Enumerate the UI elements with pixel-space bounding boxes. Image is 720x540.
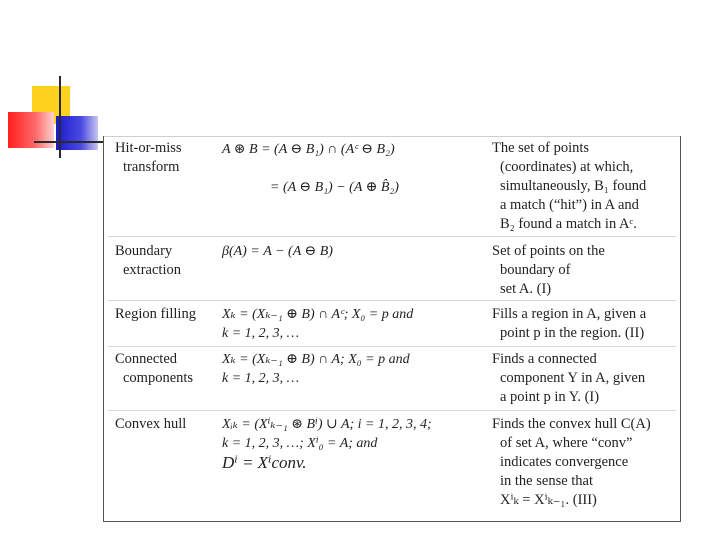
equation-line: Xₖ = (Xₖ₋₁ ⊕ B) ∩ Aᶜ; X₀ = p and bbox=[222, 307, 414, 322]
description-line: Fills a region in A, given a bbox=[492, 306, 647, 322]
equation-line: k = 1, 2, 3, … bbox=[222, 326, 300, 341]
operation-label: components bbox=[123, 370, 194, 386]
operation-connected-components bbox=[115, 350, 193, 388]
description-boundary-extraction bbox=[492, 242, 605, 299]
description-line: indicates convergence bbox=[500, 454, 629, 470]
description-line: simultaneously, B₁ found bbox=[500, 178, 647, 194]
description-line: Xⁱₖ = Xⁱₖ₋₁. (III) bbox=[500, 492, 597, 508]
row-divider bbox=[108, 410, 676, 411]
description-line: boundary of bbox=[500, 262, 571, 278]
equation-line: k = 1, 2, 3, … bbox=[222, 371, 300, 386]
description-convex-hull bbox=[492, 415, 651, 510]
description-line: (coordinates) at which, bbox=[500, 159, 634, 175]
description-line: Finds a connected bbox=[492, 351, 597, 367]
equation-line: Dⁱ = Xⁱconv. bbox=[222, 453, 307, 472]
horizontal-line-decoration bbox=[34, 141, 104, 143]
equation-convex-hull bbox=[222, 415, 432, 472]
description-hit-or-miss bbox=[492, 139, 646, 234]
description-line: The set of points bbox=[492, 140, 590, 156]
description-line: B₂ found a match in Aᶜ. bbox=[500, 216, 637, 232]
operation-label: Connected bbox=[115, 351, 178, 367]
description-connected-components bbox=[492, 350, 645, 407]
operation-label: Boundary bbox=[115, 243, 173, 259]
description-line: a match (“hit”) in A and bbox=[500, 197, 639, 213]
equation-hit-or-miss-line1: A ⊛ B = (A ⊖ B₁) ∩ (Aᶜ ⊖ B₂) bbox=[222, 142, 395, 157]
description-line: Set of points on the bbox=[492, 243, 605, 259]
description-region-filling bbox=[492, 305, 646, 343]
operation-hit-or-miss bbox=[115, 139, 182, 177]
equation-hit-or-miss-line2: = (A ⊖ B₁) − (A ⊕ B̂₂) bbox=[270, 180, 399, 195]
operation-boundary-extraction bbox=[115, 242, 181, 280]
equation-line: k = 1, 2, 3, …; Xⁱ₀ = A; and bbox=[222, 436, 378, 451]
equation-line: Xₖ = (Xₖ₋₁ ⊕ B) ∩ A; X₀ = p and bbox=[222, 352, 410, 367]
operation-region-filling bbox=[115, 305, 196, 324]
description-line: a point p in Y. (I) bbox=[500, 389, 600, 405]
description-line: of set A, where “conv” bbox=[500, 435, 633, 451]
row-divider bbox=[108, 346, 676, 347]
operation-label: extraction bbox=[123, 262, 181, 278]
operation-label: Convex hull bbox=[115, 416, 187, 432]
operation-label: transform bbox=[123, 159, 180, 175]
description-line: set A. (I) bbox=[500, 281, 552, 297]
vertical-line-decoration bbox=[59, 76, 61, 158]
equation-boundary-extraction: β(A) = A − (A ⊖ B) bbox=[222, 244, 333, 259]
blue-square-decoration bbox=[56, 116, 98, 150]
equation-connected-components bbox=[222, 350, 410, 388]
equation-region-filling bbox=[222, 305, 413, 343]
description-line: point p in the region. (II) bbox=[500, 325, 645, 341]
operation-convex-hull bbox=[115, 415, 186, 434]
row-divider bbox=[108, 300, 676, 301]
description-line: in the sense that bbox=[500, 473, 594, 489]
equation-line: Xᵢₖ = (Xⁱₖ₋₁ ⊛ Bⁱ) ∪ A; i = 1, 2, 3, 4; bbox=[222, 417, 432, 432]
operation-label: Hit-or-miss bbox=[115, 140, 182, 156]
description-line: Finds the convex hull C(A) bbox=[492, 416, 651, 432]
operation-label: Region filling bbox=[115, 306, 196, 322]
description-line: component Y in A, given bbox=[500, 370, 646, 386]
row-divider bbox=[108, 236, 676, 237]
